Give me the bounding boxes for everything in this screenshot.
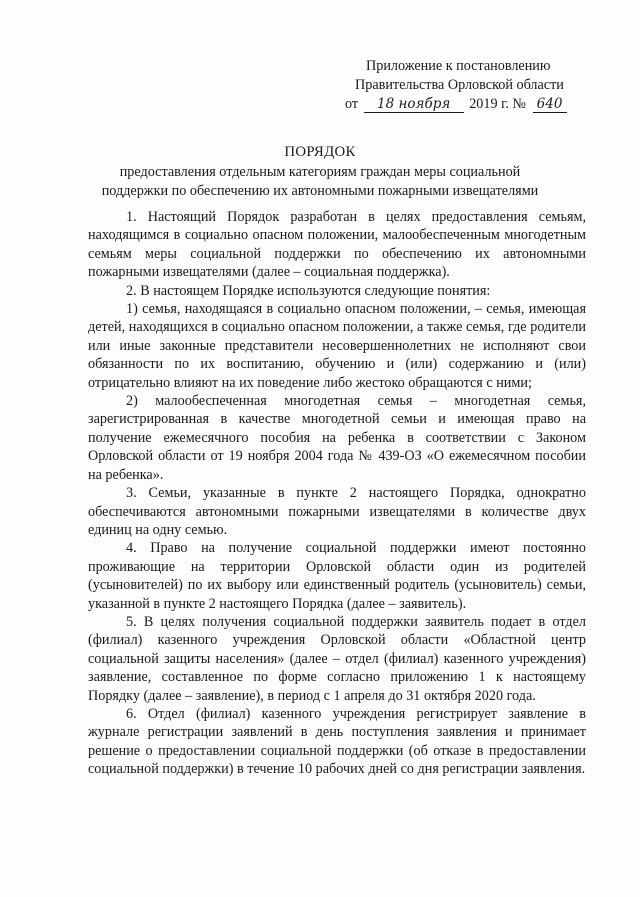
appendix-header bbox=[345, 57, 595, 114]
appendix-date-line bbox=[345, 95, 595, 114]
handwritten-number: 640 bbox=[533, 96, 567, 113]
document-title: ПОРЯДОК bbox=[284, 144, 356, 160]
document-body bbox=[88, 208, 586, 779]
paragraph-2: 2. В настоящем Порядке используются следующие понятия: bbox=[126, 282, 491, 299]
document-subtitle-line-1: предоставления отдельным категориям граждан меры социальной bbox=[119, 164, 521, 180]
year-and-number-label: 2019 г. № bbox=[469, 96, 526, 112]
paragraph-1: 1. Настоящий Порядок разработан в целях предоставления семьям, находящимся в социально опасном положении, малообеспеченным многодетным семьям меры социальной поддержки по обеспечению их автономными пожарными извещателями (далее – социальная поддержка). bbox=[88, 209, 586, 281]
paragraph-2-item-1: 1) семья, находящаяся в социально опасном положении, – семья, имеющая детей, находящихся в социально опасном положении, а также семья, где родители или иные законные представители несовершеннолетних не исполняют свои обязанности по их воспитанию, обучению и (или) содержанию и (или) отрицательно влияют на их поведение либо жестоко обращаются с ними; bbox=[88, 301, 586, 391]
appendix-line-1: Приложение к постановлению bbox=[366, 58, 551, 74]
appendix-line-2: Правительства Орловской области bbox=[355, 77, 564, 93]
date-prefix: от bbox=[345, 96, 359, 112]
paragraph-6: 6. Отдел (филиал) казенного учреждения регистрирует заявление в журнале регистрации заявлений в день поступления заявления и принимает решение о предоставлении социальной поддержки (об отказе в предоставлении социальной поддержки) в течение 10 рабочих дней со дня регистрации заявления. bbox=[88, 705, 586, 778]
document-subtitle-line-2: поддержки по обеспечению их автономными пожарными извещателями bbox=[101, 183, 539, 199]
handwritten-date: 18 ноября bbox=[364, 96, 464, 113]
document-heading bbox=[40, 143, 600, 200]
paragraph-3: 3. Семьи, указанные в пункте 2 настоящего Порядка, однократно обеспечиваются автономными пожарными извещателями в количестве двух единиц на одну семью. bbox=[88, 485, 586, 538]
paragraph-5: 5. В целях получения социальной поддержки заявитель подает в отдел (филиал) казенного учреждения Орловской области «Областной центр социальной защиты населения» (далее – отдел (филиал) казенного учреждения) заявление, составленное по форме согласно приложению 1 к настоящему Порядку (далее – заявление), в период с 1 апреля до 31 октября 2020 года. bbox=[88, 613, 586, 704]
paragraph-4: 4. Право на получение социальной поддержки имеют постоянно проживающие на территории Орловской области один из родителей (усыновителей) по их выбору или единственный родитель (усыновитель) семьи, указанной в пункте 2 настоящего Порядка (далее – заявитель). bbox=[88, 540, 586, 612]
paragraph-2-item-2: 2) малообеспеченная многодетная семья – многодетная семья, зарегистрированная в качестве многодетной семьи и имеющая право на получение ежемесячного пособия на ребенка в соответствии с Законом Орловской области от 19 ноября 2004 года № 439-ОЗ «О ежемесячном пособии на ребенка». bbox=[88, 393, 586, 483]
